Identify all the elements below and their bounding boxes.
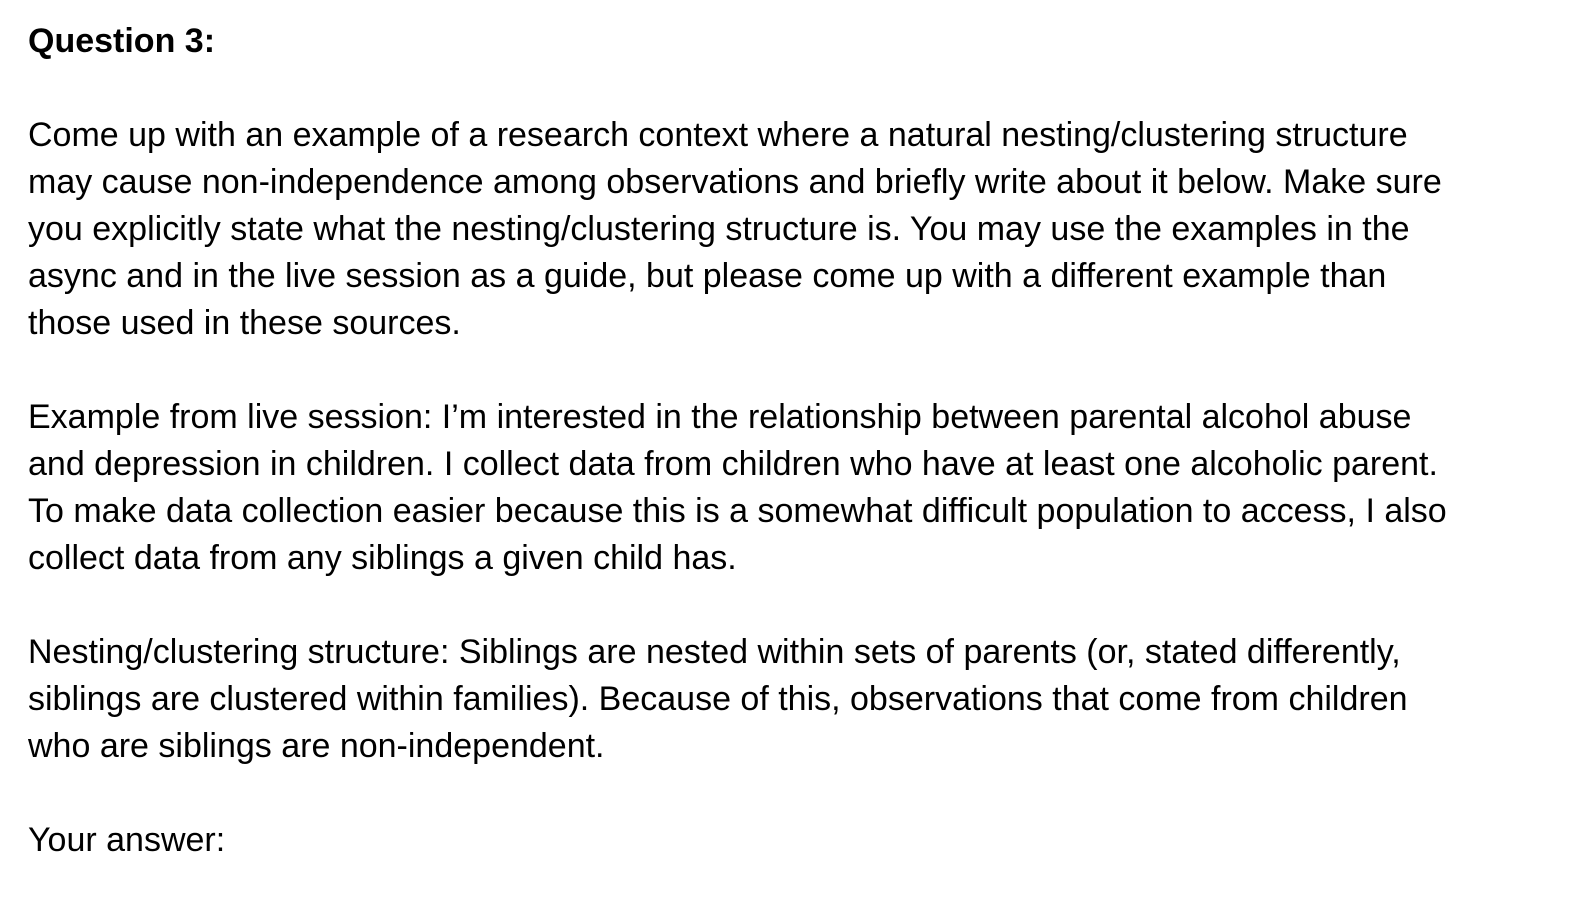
structure-line: siblings are clustered within families). Because of this, observations that come from children [28,680,1408,718]
example-line: and depression in children. I collect data from children who have at least one alcoholic parent. [28,445,1438,483]
structure-paragraph [28,629,1573,770]
prompt-line: may cause non-independence among observations and briefly write about it below. Make sure [28,163,1442,201]
example-line: To make data collection easier because this is a somewhat difficult population to access, I also [28,492,1447,530]
answer-label: Your answer: [28,821,226,859]
example-line: collect data from any siblings a given child has. [28,539,737,577]
prompt-line: those used in these sources. [28,304,461,342]
question-prompt [28,112,1573,347]
prompt-line: you explicitly state what the nesting/clustering structure is. You may use the examples in the [28,210,1410,248]
question-heading: Question 3: [28,22,216,60]
structure-line: who are siblings are non-independent. [28,727,605,765]
example-paragraph [28,394,1573,582]
prompt-line: async and in the live session as a guide, but please come up with a different example than [28,257,1387,295]
prompt-line: Come up with an example of a research context where a natural nesting/clustering structure [28,116,1408,154]
structure-line: Nesting/clustering structure: Siblings are nested within sets of parents (or, stated differently, [28,633,1401,671]
document-page [28,18,1573,864]
example-line: Example from live session: I’m interested in the relationship between parental alcohol abuse [28,398,1412,436]
